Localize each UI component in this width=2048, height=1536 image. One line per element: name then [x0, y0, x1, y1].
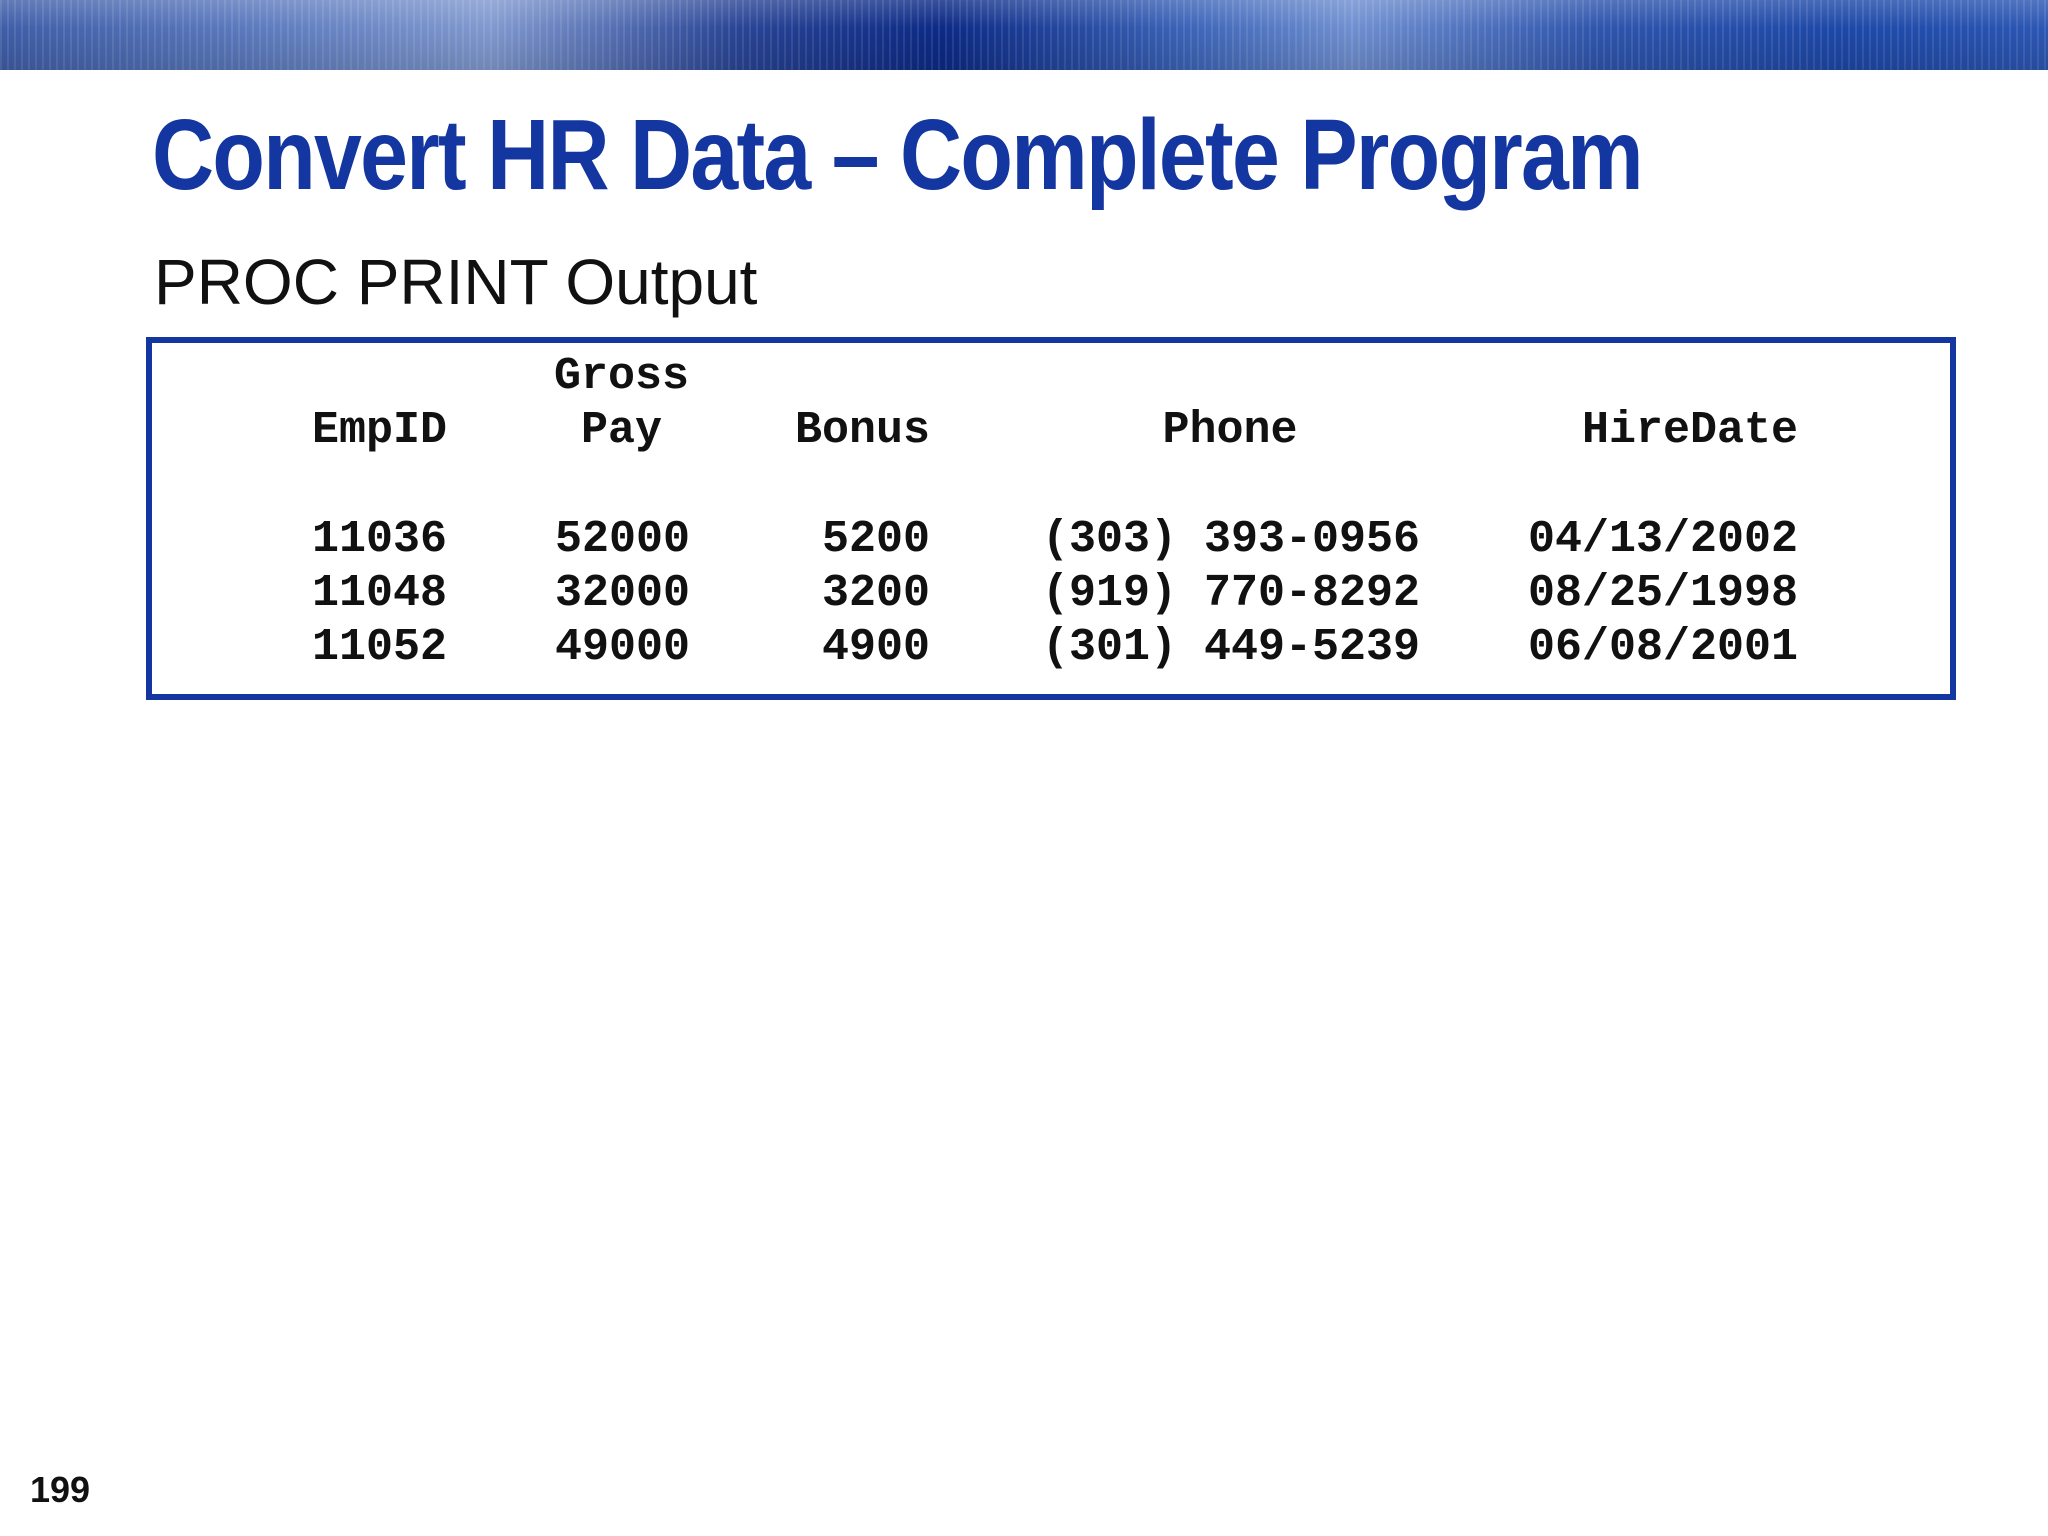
cell-phone: (301) 449-5239: [1041, 622, 1420, 673]
cell-gross-pay: 52000: [554, 514, 690, 565]
header-gross-line1: Gross: [553, 351, 690, 402]
header-banner: [0, 0, 2048, 70]
cell-phone: (303) 393-0956: [1041, 514, 1420, 565]
cell-hiredate: 06/08/2001: [1527, 622, 1798, 673]
cell-hiredate: 08/25/1998: [1527, 568, 1798, 619]
header-empid: EmpID: [311, 405, 447, 456]
slide-subtitle: PROC PRINT Output: [154, 246, 758, 318]
cell-bonus: 5200: [821, 514, 930, 565]
cell-hiredate: 04/13/2002: [1527, 514, 1798, 565]
page-number: 199: [30, 1469, 91, 1510]
cell-empid: 11048: [311, 568, 447, 619]
cell-bonus: 3200: [821, 568, 930, 619]
cell-bonus: 4900: [821, 622, 930, 673]
proc-print-output: [146, 337, 1956, 700]
header-phone: Phone: [1162, 405, 1298, 456]
cell-empid: 11036: [311, 514, 447, 565]
cell-empid: 11052: [311, 622, 447, 673]
header-bonus: Bonus: [794, 405, 930, 456]
cell-gross-pay: 49000: [554, 622, 690, 673]
header-gross-line2: Pay: [580, 405, 662, 456]
slide-title: Convert HR Data – Complete Program: [152, 99, 1642, 211]
cell-gross-pay: 32000: [554, 568, 690, 619]
cell-phone: (919) 770-8292: [1041, 568, 1420, 619]
header-hiredate: HireDate: [1581, 405, 1798, 456]
